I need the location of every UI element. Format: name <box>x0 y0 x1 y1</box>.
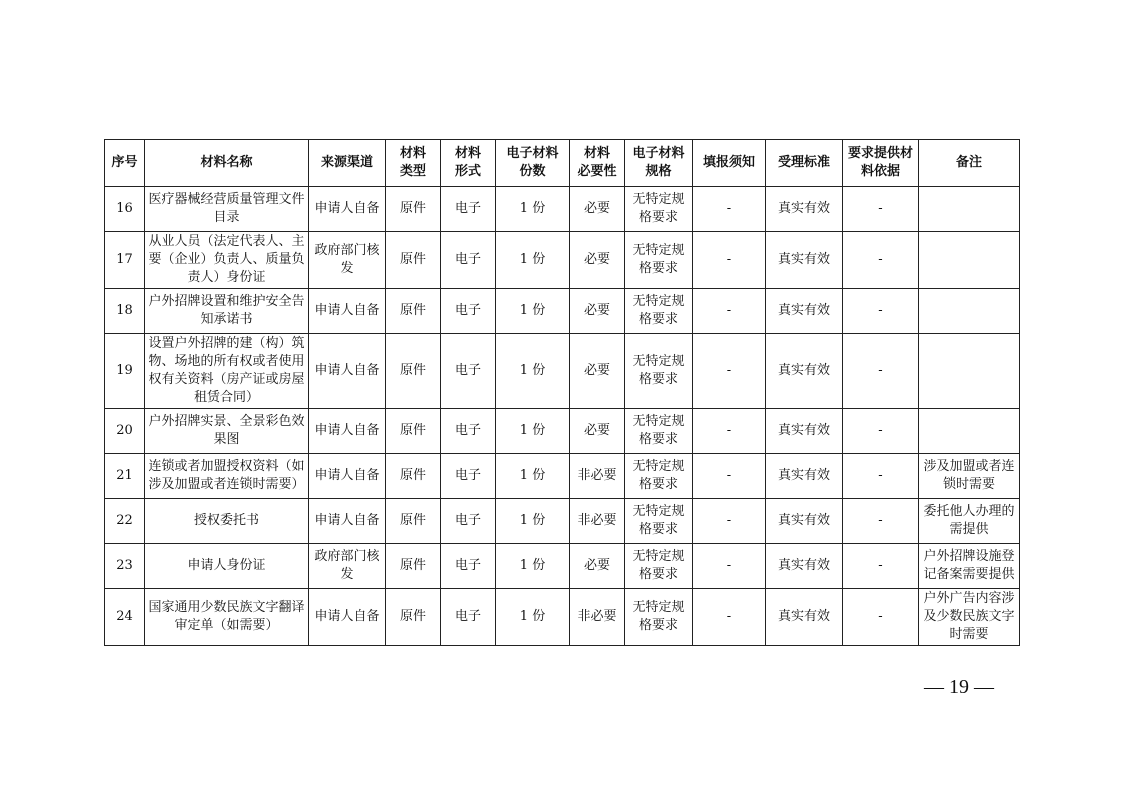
cell-remarks <box>919 232 1020 289</box>
cell-material-type: 原件 <box>386 544 441 589</box>
cell-material-form: 电子 <box>441 499 496 544</box>
cell-remarks: 户外招牌设施登记备案需要提供 <box>919 544 1020 589</box>
table-row <box>105 499 1020 544</box>
cell-seq: 18 <box>105 289 145 334</box>
cell-basis: - <box>843 454 919 499</box>
header-basis: 要求提供材 料依据 <box>843 140 919 187</box>
cell-basis: - <box>843 589 919 646</box>
cell-material-form: 电子 <box>441 589 496 646</box>
cell-source: 申请人自备 <box>309 454 386 499</box>
cell-acceptance-standard: 真实有效 <box>766 334 843 409</box>
header-acceptance-standard: 受理标准 <box>766 140 843 187</box>
cell-filling-notice: - <box>693 289 766 334</box>
cell-filling-notice: - <box>693 232 766 289</box>
cell-seq: 23 <box>105 544 145 589</box>
cell-necessity: 非必要 <box>570 454 625 499</box>
cell-material-form: 电子 <box>441 409 496 454</box>
cell-necessity: 必要 <box>570 187 625 232</box>
cell-material-name: 设置户外招牌的建（构）筑物、场地的所有权或者使用权有关资料（房产证或房屋租赁合同） <box>145 334 309 409</box>
cell-acceptance-standard: 真实有效 <box>766 589 843 646</box>
table-body <box>105 187 1020 646</box>
cell-material-type: 原件 <box>386 334 441 409</box>
cell-source: 申请人自备 <box>309 187 386 232</box>
cell-material-name: 授权委托书 <box>145 499 309 544</box>
header-seq: 序号 <box>105 140 145 187</box>
table-row <box>105 409 1020 454</box>
cell-necessity: 必要 <box>570 289 625 334</box>
table-row <box>105 232 1020 289</box>
cell-spec: 无特定规格要求 <box>625 454 693 499</box>
cell-seq: 24 <box>105 589 145 646</box>
cell-acceptance-standard: 真实有效 <box>766 499 843 544</box>
cell-spec: 无特定规格要求 <box>625 334 693 409</box>
cell-remarks: 涉及加盟或者连锁时需要 <box>919 454 1020 499</box>
cell-material-type: 原件 <box>386 454 441 499</box>
cell-material-name: 连锁或者加盟授权资料（如涉及加盟或者连锁时需要） <box>145 454 309 499</box>
cell-filling-notice: - <box>693 334 766 409</box>
cell-necessity: 必要 <box>570 544 625 589</box>
materials-table <box>104 139 1020 646</box>
cell-material-form: 电子 <box>441 289 496 334</box>
cell-material-name: 申请人身份证 <box>145 544 309 589</box>
cell-material-type: 原件 <box>386 289 441 334</box>
header-material-type: 材料 类型 <box>386 140 441 187</box>
cell-remarks <box>919 334 1020 409</box>
table-row <box>105 589 1020 646</box>
cell-spec: 无特定规格要求 <box>625 589 693 646</box>
cell-copies: 1 份 <box>496 187 570 232</box>
cell-spec: 无特定规格要求 <box>625 499 693 544</box>
header-material-name: 材料名称 <box>145 140 309 187</box>
cell-material-type: 原件 <box>386 409 441 454</box>
cell-seq: 19 <box>105 334 145 409</box>
header-material-form: 材料 形式 <box>441 140 496 187</box>
cell-material-form: 电子 <box>441 454 496 499</box>
cell-remarks: 委托他人办理的需提供 <box>919 499 1020 544</box>
cell-seq: 21 <box>105 454 145 499</box>
cell-source: 申请人自备 <box>309 409 386 454</box>
cell-filling-notice: - <box>693 589 766 646</box>
cell-copies: 1 份 <box>496 289 570 334</box>
cell-seq: 20 <box>105 409 145 454</box>
cell-material-name: 从业人员（法定代表人、主要（企业）负责人、质量负责人）身份证 <box>145 232 309 289</box>
cell-basis: - <box>843 232 919 289</box>
cell-remarks <box>919 187 1020 232</box>
cell-copies: 1 份 <box>496 409 570 454</box>
table-row <box>105 454 1020 499</box>
cell-material-name: 户外招牌实景、全景彩色效果图 <box>145 409 309 454</box>
cell-material-type: 原件 <box>386 499 441 544</box>
cell-basis: - <box>843 499 919 544</box>
cell-material-name: 医疗器械经营质量管理文件目录 <box>145 187 309 232</box>
cell-filling-notice: - <box>693 544 766 589</box>
cell-spec: 无特定规格要求 <box>625 544 693 589</box>
cell-remarks: 户外广告内容涉及少数民族文字时需要 <box>919 589 1020 646</box>
cell-acceptance-standard: 真实有效 <box>766 187 843 232</box>
cell-filling-notice: - <box>693 499 766 544</box>
header-necessity: 材料 必要性 <box>570 140 625 187</box>
cell-necessity: 必要 <box>570 232 625 289</box>
cell-necessity: 非必要 <box>570 499 625 544</box>
cell-material-form: 电子 <box>441 544 496 589</box>
cell-copies: 1 份 <box>496 232 570 289</box>
cell-source: 政府部门核发 <box>309 544 386 589</box>
cell-remarks <box>919 409 1020 454</box>
cell-copies: 1 份 <box>496 334 570 409</box>
cell-acceptance-standard: 真实有效 <box>766 409 843 454</box>
table-row <box>105 334 1020 409</box>
cell-acceptance-standard: 真实有效 <box>766 232 843 289</box>
cell-copies: 1 份 <box>496 499 570 544</box>
table-header-row <box>105 140 1020 187</box>
cell-filling-notice: - <box>693 409 766 454</box>
cell-spec: 无特定规格要求 <box>625 289 693 334</box>
header-copies: 电子材料 份数 <box>496 140 570 187</box>
cell-spec: 无特定规格要求 <box>625 187 693 232</box>
cell-material-type: 原件 <box>386 187 441 232</box>
cell-acceptance-standard: 真实有效 <box>766 289 843 334</box>
cell-spec: 无特定规格要求 <box>625 409 693 454</box>
cell-material-form: 电子 <box>441 187 496 232</box>
cell-necessity: 必要 <box>570 334 625 409</box>
cell-source: 申请人自备 <box>309 334 386 409</box>
table-row <box>105 187 1020 232</box>
cell-basis: - <box>843 187 919 232</box>
cell-source: 申请人自备 <box>309 289 386 334</box>
cell-copies: 1 份 <box>496 454 570 499</box>
cell-material-type: 原件 <box>386 232 441 289</box>
cell-basis: - <box>843 334 919 409</box>
cell-material-form: 电子 <box>441 334 496 409</box>
cell-acceptance-standard: 真实有效 <box>766 454 843 499</box>
header-spec: 电子材料 规格 <box>625 140 693 187</box>
cell-seq: 22 <box>105 499 145 544</box>
cell-copies: 1 份 <box>496 589 570 646</box>
cell-seq: 17 <box>105 232 145 289</box>
cell-copies: 1 份 <box>496 544 570 589</box>
cell-necessity: 非必要 <box>570 589 625 646</box>
cell-acceptance-standard: 真实有效 <box>766 544 843 589</box>
cell-source: 申请人自备 <box>309 589 386 646</box>
cell-source: 政府部门核发 <box>309 232 386 289</box>
cell-filling-notice: - <box>693 454 766 499</box>
cell-necessity: 必要 <box>570 409 625 454</box>
cell-basis: - <box>843 409 919 454</box>
header-filling-notice: 填报须知 <box>693 140 766 187</box>
header-source: 来源渠道 <box>309 140 386 187</box>
cell-spec: 无特定规格要求 <box>625 232 693 289</box>
cell-seq: 16 <box>105 187 145 232</box>
cell-material-name: 户外招牌设置和维护安全告知承诺书 <box>145 289 309 334</box>
cell-basis: - <box>843 289 919 334</box>
cell-material-form: 电子 <box>441 232 496 289</box>
header-remarks: 备注 <box>919 140 1020 187</box>
cell-source: 申请人自备 <box>309 499 386 544</box>
cell-basis: - <box>843 544 919 589</box>
cell-filling-notice: - <box>693 187 766 232</box>
page-number: — 19 — <box>924 676 994 698</box>
cell-remarks <box>919 289 1020 334</box>
table-row <box>105 289 1020 334</box>
cell-material-name: 国家通用少数民族文字翻译审定单（如需要） <box>145 589 309 646</box>
table-row <box>105 544 1020 589</box>
cell-material-type: 原件 <box>386 589 441 646</box>
